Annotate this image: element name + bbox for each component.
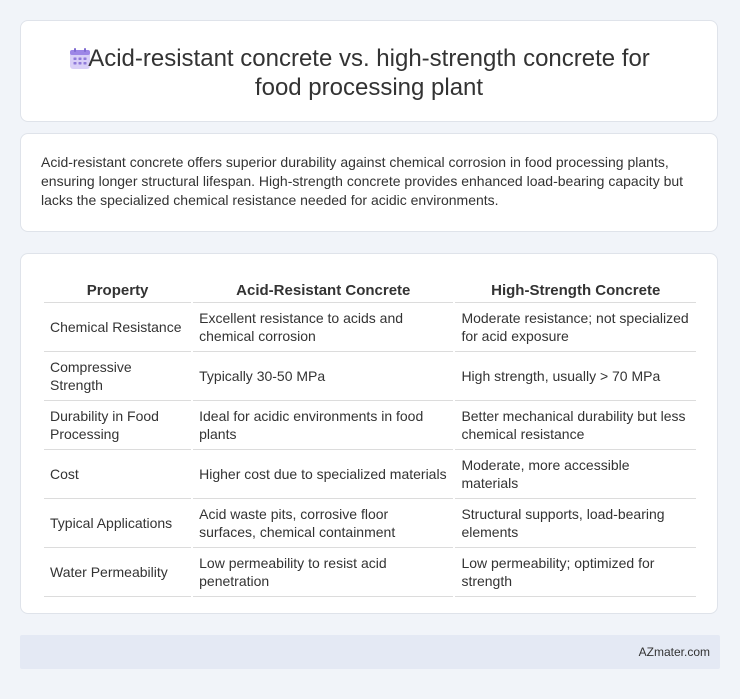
footer-bar xyxy=(20,635,720,669)
table-cell-property: Durability in Food Processing xyxy=(44,401,191,450)
table-cell-high-strength: Better mechanical durability but less chemical resistance xyxy=(455,401,696,450)
footer-brand[interactable]: AZmater.com xyxy=(638,645,710,659)
comparison-table xyxy=(42,274,698,597)
column-header-property: Property xyxy=(44,274,191,303)
table-cell-high-strength: Low permeability; optimized for strength xyxy=(455,548,696,597)
table-cell-acid-resistant: Excellent resistance to acids and chemical corrosion xyxy=(193,303,453,352)
title-card xyxy=(20,20,718,122)
comparison-table-card xyxy=(20,253,718,614)
table-cell-property: Water Permeability xyxy=(44,548,191,597)
table-row xyxy=(44,303,696,352)
table-cell-acid-resistant: Ideal for acidic environments in food plants xyxy=(193,401,453,450)
table-row xyxy=(44,548,696,597)
column-header-high-strength: High-Strength Concrete xyxy=(455,274,696,303)
summary-card xyxy=(20,133,718,232)
table-cell-high-strength: Moderate, more accessible materials xyxy=(455,450,696,499)
table-cell-property: Compressive Strength xyxy=(44,352,191,401)
table-cell-property: Cost xyxy=(44,450,191,499)
table-header-row xyxy=(44,274,696,303)
table-cell-high-strength: Moderate resistance; not specialized for acid exposure xyxy=(455,303,696,352)
column-header-acid-resistant: Acid-Resistant Concrete xyxy=(193,274,453,303)
table-cell-high-strength: Structural supports, load-bearing elements xyxy=(455,499,696,548)
table-cell-property: Chemical Resistance xyxy=(44,303,191,352)
table-cell-acid-resistant: Typically 30-50 MPa xyxy=(193,352,453,401)
summary-text: Acid-resistant concrete offers superior durability against chemical corrosion in food processing plants, ensuring longer structural lifespan. High-strength concrete provides enhanced load-bearing capacity but lacks the specialized chemical resistance needed for acidic environments. xyxy=(41,154,684,208)
table-row xyxy=(44,499,696,548)
table-cell-acid-resistant: Acid waste pits, corrosive floor surfaces, chemical containment xyxy=(193,499,453,548)
table-cell-high-strength: High strength, usually > 70 MPa xyxy=(455,352,696,401)
table-row xyxy=(44,352,696,401)
table-cell-property: Typical Applications xyxy=(44,499,191,548)
table-row xyxy=(44,450,696,499)
table-row xyxy=(44,401,696,450)
page-title: Acid-resistant concrete vs. high-strength concrete for food processing plant xyxy=(88,45,650,101)
table-cell-acid-resistant: Low permeability to resist acid penetration xyxy=(193,548,453,597)
table-cell-acid-resistant: Higher cost due to specialized materials xyxy=(193,450,453,499)
